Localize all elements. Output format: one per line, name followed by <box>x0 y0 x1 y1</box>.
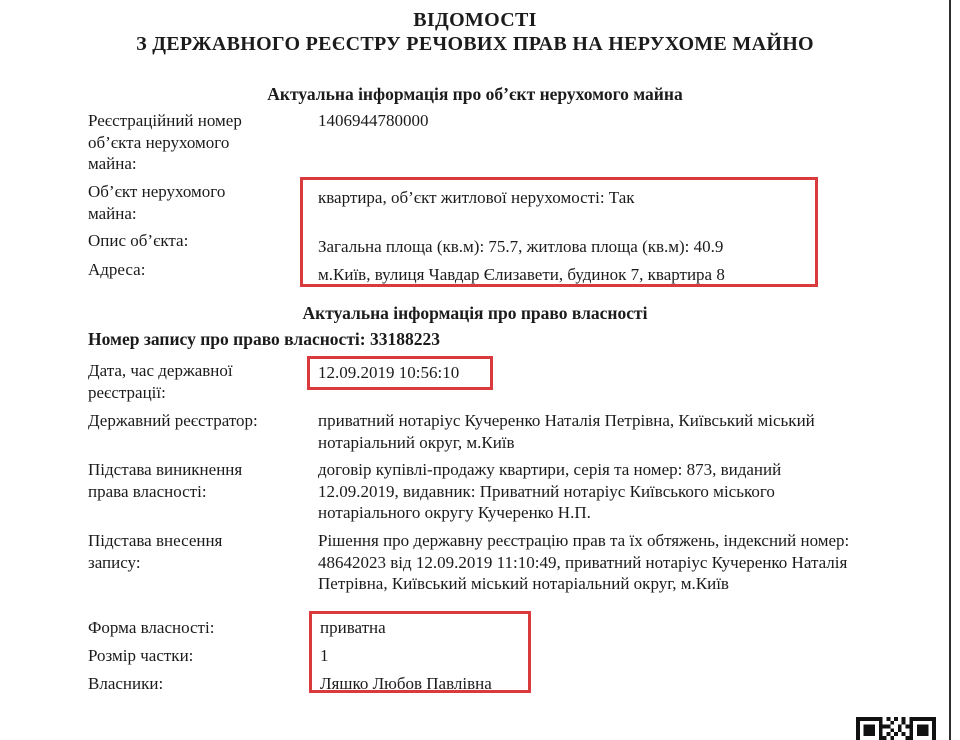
field-value-object-description: Загальна площа (кв.м): 75.7, житлова площа (кв.м): 40.9 <box>318 237 724 256</box>
field-value-registration-number: 1406944780000 <box>318 111 429 130</box>
field-value-state-registrar: приватний нотаріус Кучеренко Наталія Петрівна, Київський міський нотаріальний округ, м.Київ <box>318 411 815 452</box>
qr-code-icon <box>856 717 936 740</box>
field-label-registration-number: Реєстраційний номер об’єкта нерухомого майна: <box>88 111 242 173</box>
field-value-object-type: квартира, об’єкт житлової нерухомості: Так <box>318 188 635 207</box>
field-label-share-size: Розмір частки: <box>88 646 194 665</box>
field-value-address: м.Київ, вулиця Чавдар Єлизавети, будинок 7, квартира 8 <box>318 265 725 284</box>
field-value-owners: Ляшко Любов Павлівна <box>320 674 492 693</box>
field-value-share-size: 1 <box>320 646 329 665</box>
field-label-record-basis: Підстава внесення запису: <box>88 531 223 572</box>
field-label-object-type: Об’єкт нерухомого майна: <box>88 182 226 223</box>
section-object-heading: Актуальна інформація про об’єкт нерухомого майна <box>267 84 683 104</box>
field-label-object-description: Опис об’єкта: <box>88 231 189 250</box>
field-value-record-basis: Рішення про державну реєстрацію прав та їх обтяжень, індексний номер: 48642023 від 12.09.2019 11:10:49, приватний нотаріус Кучеренко Наталія Петрівна, Київський міський нотаріальний округ, м.Київ <box>318 531 850 593</box>
field-label-ownership-form: Форма власності: <box>88 618 215 637</box>
field-label-ownership-basis: Підстава виникнення права власності: <box>88 460 243 501</box>
field-value-ownership-form: приватна <box>320 618 386 637</box>
field-label-owners: Власники: <box>88 674 164 693</box>
record-number-line: Номер запису про право власності: 33188223 <box>88 329 440 349</box>
document-title-line1: ВІДОМОСТІ <box>413 9 537 31</box>
field-value-registration-datetime: 12.09.2019 10:56:10 <box>318 363 460 382</box>
scan-edge-line <box>949 0 951 740</box>
field-label-state-registrar: Державний реєстратор: <box>88 411 258 430</box>
field-value-ownership-basis: договір купівлі-продажу квартири, серія та номер: 873, виданий 12.09.2019, видавник: Приватний нотаріус Київського міського нотаріального округу Кучеренко Н.П. <box>318 460 782 522</box>
document-title-line2: З ДЕРЖАВНОГО РЕЄСТРУ РЕЧОВИХ ПРАВ НА НЕРУХОМЕ МАЙНО <box>136 33 814 55</box>
section-ownership-heading: Актуальна інформація про право власності <box>302 303 648 323</box>
field-label-address: Адреса: <box>88 260 146 279</box>
field-label-registration-datetime: Дата, час державної реєстрації: <box>88 361 233 402</box>
